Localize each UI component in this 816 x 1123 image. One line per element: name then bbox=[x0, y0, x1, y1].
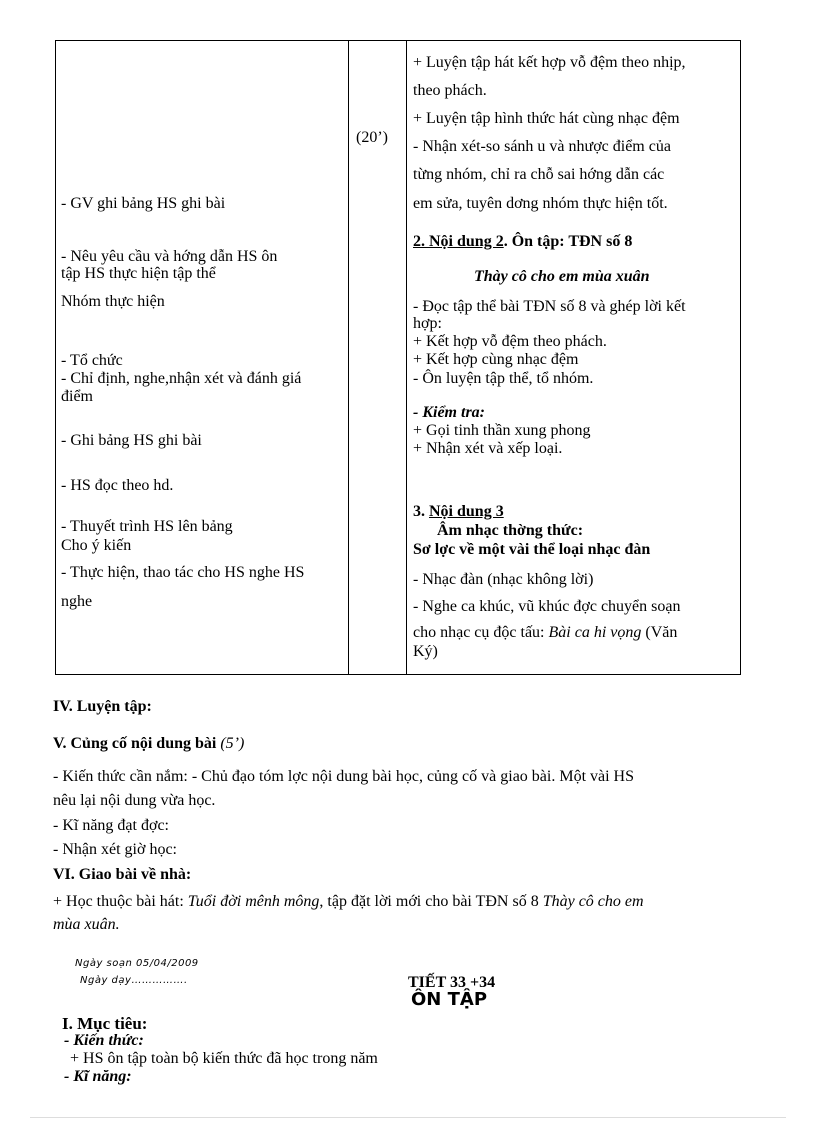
section-label: Nội dung 3 bbox=[429, 503, 504, 520]
content-line: + Luyện tập hình thức hát cùng nhạc đệm bbox=[413, 110, 680, 127]
song-title: Thày cô cho em bbox=[542, 893, 644, 910]
subsection-heading: Sơ lợc về một vài thể loại nhạc đàn bbox=[413, 541, 651, 558]
left-line: tập HS thực hiện tập thể bbox=[61, 265, 216, 282]
left-line: - HS đọc theo hd. bbox=[61, 477, 174, 494]
content-line: - Nhạc đàn (nhạc không lời) bbox=[413, 571, 594, 588]
content-line: + Gọi tinh thần xung phong bbox=[413, 422, 591, 439]
content-line: hợp: bbox=[413, 315, 442, 332]
left-line: nghe bbox=[61, 593, 93, 610]
column-divider-2 bbox=[406, 41, 407, 674]
body-line: - Kĩ năng đạt đợc: bbox=[53, 817, 169, 834]
left-line: - GV ghi bảng HS ghi bài bbox=[61, 195, 226, 212]
left-line: - Tổ chức bbox=[61, 352, 123, 369]
section-label: 2. Nội dung 2 bbox=[413, 233, 504, 250]
content-line: - Nghe ca khúc, vũ khúc đợc chuyển soạn bbox=[413, 598, 681, 615]
content-line: + Kết hợp cùng nhạc đệm bbox=[413, 351, 579, 368]
body-line bbox=[53, 892, 644, 911]
content-line: theo phách. bbox=[413, 82, 487, 99]
check-heading: - Kiểm tra: bbox=[413, 404, 485, 421]
song-title: Tuổi đời mênh mông bbox=[187, 893, 320, 910]
time-label: (20’) bbox=[356, 129, 388, 146]
text-run: (Văn bbox=[641, 624, 678, 641]
content-line: + Kết hợp vỗ đệm theo phách. bbox=[413, 333, 607, 350]
section-number: 3. bbox=[413, 503, 429, 520]
page-bottom-divider bbox=[30, 1117, 786, 1118]
time-label: (5’) bbox=[220, 735, 245, 752]
body-line: + HS ôn tập toàn bộ kiến thức đã học trong năm bbox=[70, 1050, 378, 1067]
subsection-heading: Âm nhạc thờng thức: bbox=[437, 522, 584, 539]
body-line: nêu lại nội dung vừa học. bbox=[53, 792, 216, 809]
content-line: từng nhóm, chỉ ra chỗ sai hớng dẫn các bbox=[413, 166, 665, 183]
section-v-heading bbox=[53, 734, 244, 753]
text-run: , tập đặt lời mới cho bài TĐN số 8 bbox=[319, 893, 543, 910]
knowledge-heading: - Kiến thức: bbox=[64, 1032, 144, 1049]
text-run: + Học thuộc bài hát: bbox=[53, 893, 188, 910]
content-line: em sửa, tuyên dơng nhóm thực hiện tốt. bbox=[413, 195, 668, 212]
left-line: - Nêu yêu cầu và hớng dẫn HS ôn bbox=[61, 248, 278, 265]
heading-text: V. Củng cố nội dung bài bbox=[53, 735, 217, 752]
content-line: - Nhận xét-so sánh u và nhược điểm của bbox=[413, 138, 671, 155]
body-line: mùa xuân. bbox=[53, 916, 120, 933]
content-line: + Nhận xét và xếp loại. bbox=[413, 440, 563, 457]
work-title: Bài ca hi vọng bbox=[548, 624, 642, 641]
teaching-date: Ngày dạy……………. bbox=[80, 975, 188, 986]
section-heading bbox=[413, 227, 632, 256]
content-line: + Luyện tập hát kết hợp vỗ đệm theo nhịp, bbox=[413, 54, 686, 71]
left-line: - Thực hiện, thao tác cho HS nghe HS bbox=[61, 564, 305, 581]
left-line: điểm bbox=[61, 388, 93, 405]
left-line: Cho ý kiến bbox=[61, 537, 132, 554]
text-run: cho nhạc cụ độc tấu: bbox=[413, 624, 549, 641]
section-iv-heading: IV. Luyện tập: bbox=[53, 698, 152, 715]
left-line: - Chỉ định, nghe,nhận xét và đánh giá bbox=[61, 370, 302, 387]
left-line: - Thuyết trình HS lên bảng bbox=[61, 518, 233, 535]
lesson-title: ÔN TẬP bbox=[411, 989, 488, 1010]
section-label-rest: . Ôn tập: TĐN số 8 bbox=[503, 233, 633, 250]
skills-heading: - Kĩ năng: bbox=[64, 1068, 132, 1085]
song-title: Thày cô cho em mùa xuân bbox=[474, 268, 650, 285]
left-line: Nhóm thực hiện bbox=[61, 293, 165, 310]
section-vi-heading: VI. Giao bài về nhà: bbox=[53, 866, 192, 883]
objectives-heading: I. Mục tiêu: bbox=[62, 1014, 148, 1033]
lesson-number: TIẾT 33 +34 bbox=[408, 974, 496, 991]
content-line: Ký) bbox=[413, 643, 438, 660]
body-line: - Kiến thức cần nắm: - Chủ đạo tóm lợc nội dung bài học, củng cố và giao bài. Một vài HS bbox=[53, 768, 635, 785]
body-line: - Nhận xét giờ học: bbox=[53, 841, 177, 858]
content-line: - Ôn luyện tập thể, tổ nhóm. bbox=[413, 370, 594, 387]
section-heading bbox=[413, 502, 504, 521]
preparation-date: Ngày soạn 05/04/2009 bbox=[75, 958, 199, 969]
content-line bbox=[413, 623, 677, 642]
column-divider-1 bbox=[348, 41, 349, 674]
content-line: - Đọc tập thể bài TĐN số 8 và ghép lời kết bbox=[413, 298, 686, 315]
left-line: - Ghi bảng HS ghi bài bbox=[61, 432, 202, 449]
